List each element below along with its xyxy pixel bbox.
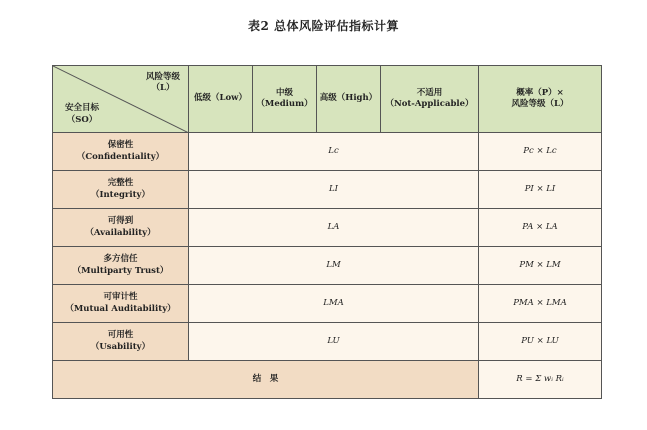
product-cell: Pc × Lc — [479, 133, 602, 171]
objective-cell: 可审计性 （Mutual Auditability） — [53, 285, 189, 323]
risk-level-cell: LU — [189, 323, 479, 361]
header-row — [53, 66, 602, 133]
header-medium: 中级 （Medium） — [253, 66, 317, 133]
result-row — [53, 361, 602, 399]
table-row — [53, 209, 602, 247]
table-row — [53, 323, 602, 361]
result-formula: R = Σ wᵢ Rᵢ — [479, 361, 602, 399]
objective-cell: 可得到 （Availability） — [53, 209, 189, 247]
header-low: 低级（Low） — [189, 66, 253, 133]
security-objective-label: 安全目标 （SO） — [65, 103, 100, 125]
risk-level-cell: Lc — [189, 133, 479, 171]
corner-header-cell — [53, 66, 189, 133]
risk-level-cell: LMA — [189, 285, 479, 323]
table-row — [53, 133, 602, 171]
product-cell: PA × LA — [479, 209, 602, 247]
product-cell: PI × LI — [479, 171, 602, 209]
risk-assessment-table — [52, 65, 602, 399]
header-not-applicable: 不适用 （Not-Applicable） — [381, 66, 479, 133]
table-row — [53, 171, 602, 209]
risk-level-cell: LI — [189, 171, 479, 209]
table-row — [53, 247, 602, 285]
header-probability-product: 概率（P）× 风险等级（L） — [479, 66, 602, 133]
risk-level-cell: LA — [189, 209, 479, 247]
table-row — [53, 285, 602, 323]
risk-level-cell: LM — [189, 247, 479, 285]
product-cell: PM × LM — [479, 247, 602, 285]
header-high: 高级（High） — [317, 66, 381, 133]
objective-cell: 多方信任 （Multiparty Trust） — [53, 247, 189, 285]
product-cell: PMA × LMA — [479, 285, 602, 323]
table-title: 表2 总体风险评估指标计算 — [247, 19, 400, 33]
product-cell: PU × LU — [479, 323, 602, 361]
objective-cell: 可用性 （Usability） — [53, 323, 189, 361]
result-label: 结 果 — [53, 361, 479, 399]
objective-cell: 保密性 （Confidentiality） — [53, 133, 189, 171]
objective-cell: 完整性 （Integrity） — [53, 171, 189, 209]
risk-level-label: 风险等级 （L） — [145, 72, 180, 94]
